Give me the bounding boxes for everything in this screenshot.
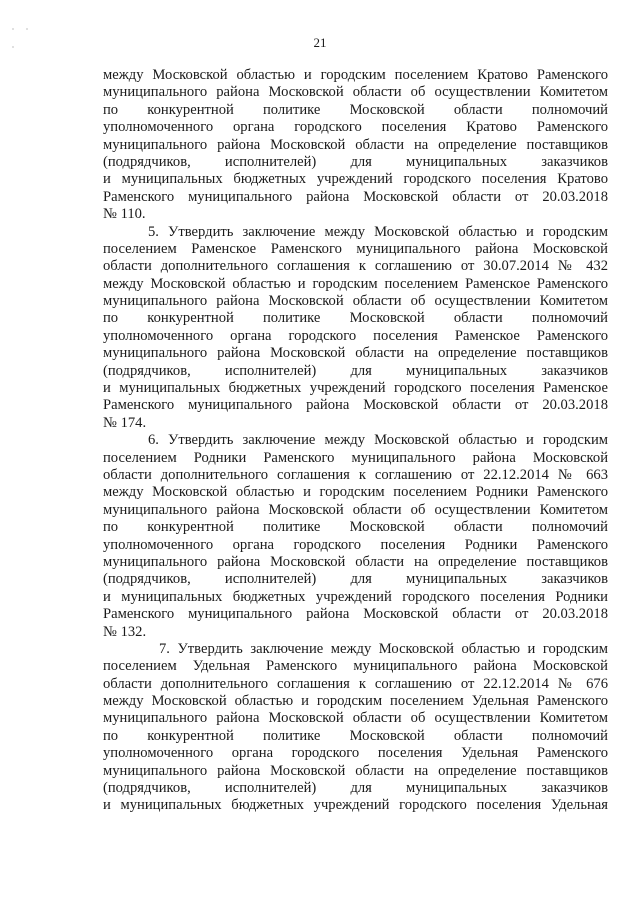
text-line: уполномоченного органа городского поселения Удельная Раменского xyxy=(103,745,608,762)
text-line: муниципального района Московской области на определение поставщиков xyxy=(103,553,608,570)
text-line: и муниципальных бюджетных учреждений городского поселения Раменское xyxy=(103,380,608,397)
text-line: и муниципальных бюджетных учреждений городского поселения Родники xyxy=(103,588,608,605)
text-line: области дополнительного соглашения к соглашению от 22.12.2014 № 663 xyxy=(103,466,608,483)
text-line: поселением Родники Раменского муниципального района Московской xyxy=(103,449,608,466)
text-line: уполномоченного органа городского поселения Раменское Раменского xyxy=(103,327,608,344)
text-line: 7. Утвердить заключение между Московской областью и городским xyxy=(159,640,608,657)
text-line: по конкурентной политике Московской области полномочий xyxy=(103,101,608,118)
text-line: № 110. xyxy=(103,206,146,223)
text-line: № 132. xyxy=(103,623,147,640)
text-line: и муниципальных бюджетных учреждений городского поселения Удельная xyxy=(103,797,608,814)
page-number: 21 xyxy=(313,35,327,50)
text-line: (подрядчиков, исполнителей) для муниципальных заказчиков xyxy=(103,571,608,588)
text-line: между Московской областью и городским поселением Удельная Раменского xyxy=(103,693,608,710)
text-line: 5. Утвердить заключение между Московской областью и городским xyxy=(148,223,608,240)
text-line: между Московской областью и городским поселением Родники Раменского xyxy=(103,484,608,501)
text-line: 6. Утвердить заключение между Московской областью и городским xyxy=(148,432,608,449)
text-line: уполномоченного органа городского поселения Родники Раменского xyxy=(103,536,608,553)
text-line: муниципального района Московской области об осуществлении Комитетом xyxy=(103,501,608,518)
text-line: по конкурентной политике Московской области полномочий xyxy=(103,519,608,536)
document-body xyxy=(103,67,608,815)
text-line: муниципального района Московской области об осуществлении Комитетом xyxy=(103,293,608,310)
text-line: области дополнительного соглашения к соглашению от 22.12.2014 № 676 xyxy=(103,675,608,692)
text-line: между Московской областью и городским поселением Раменское Раменского xyxy=(103,275,608,292)
text-line: по конкурентной политике Московской области полномочий xyxy=(103,727,608,744)
text-line: муниципального района Московской области на определение поставщиков xyxy=(103,762,608,779)
scan-artifact xyxy=(12,17,52,19)
text-line: муниципального района Московской области на определение поставщиков xyxy=(103,136,608,153)
text-line: поселением Удельная Раменского муниципального района Московской xyxy=(103,658,608,675)
text-line: (подрядчиков, исполнителей) для муниципальных заказчиков xyxy=(103,153,608,170)
text-line: (подрядчиков, исполнителей) для муниципальных заказчиков xyxy=(103,362,608,379)
text-line: и муниципальных бюджетных учреждений городского поселения Кратово xyxy=(103,171,608,188)
text-line: между Московской областью и городским поселением Кратово Раменского xyxy=(103,67,608,83)
text-line: муниципального района Московской области об осуществлении Комитетом xyxy=(103,84,608,101)
text-line: поселением Раменское Раменского муниципального района Московской xyxy=(103,240,608,257)
text-line: № 174. xyxy=(103,414,147,431)
text-line: уполномоченного органа городского поселения Кратово Раменского xyxy=(103,119,608,136)
text-line: муниципального района Московской области об осуществлении Комитетом xyxy=(103,710,608,727)
text-line: муниципального района Московской области на определение поставщиков xyxy=(103,345,608,362)
text-line: Раменского муниципального района Московской области от 20.03.2018 xyxy=(103,606,608,623)
text-line: Раменского муниципального района Московской области от 20.03.2018 xyxy=(103,188,608,205)
text-line: (подрядчиков, исполнителей) для муниципальных заказчиков xyxy=(103,780,608,797)
text-line: по конкурентной политике Московской области полномочий xyxy=(103,310,608,327)
text-line: области дополнительного соглашения к соглашению от 30.07.2014 № 432 xyxy=(103,258,608,275)
text-line: Раменского муниципального района Московской области от 20.03.2018 xyxy=(103,397,608,414)
